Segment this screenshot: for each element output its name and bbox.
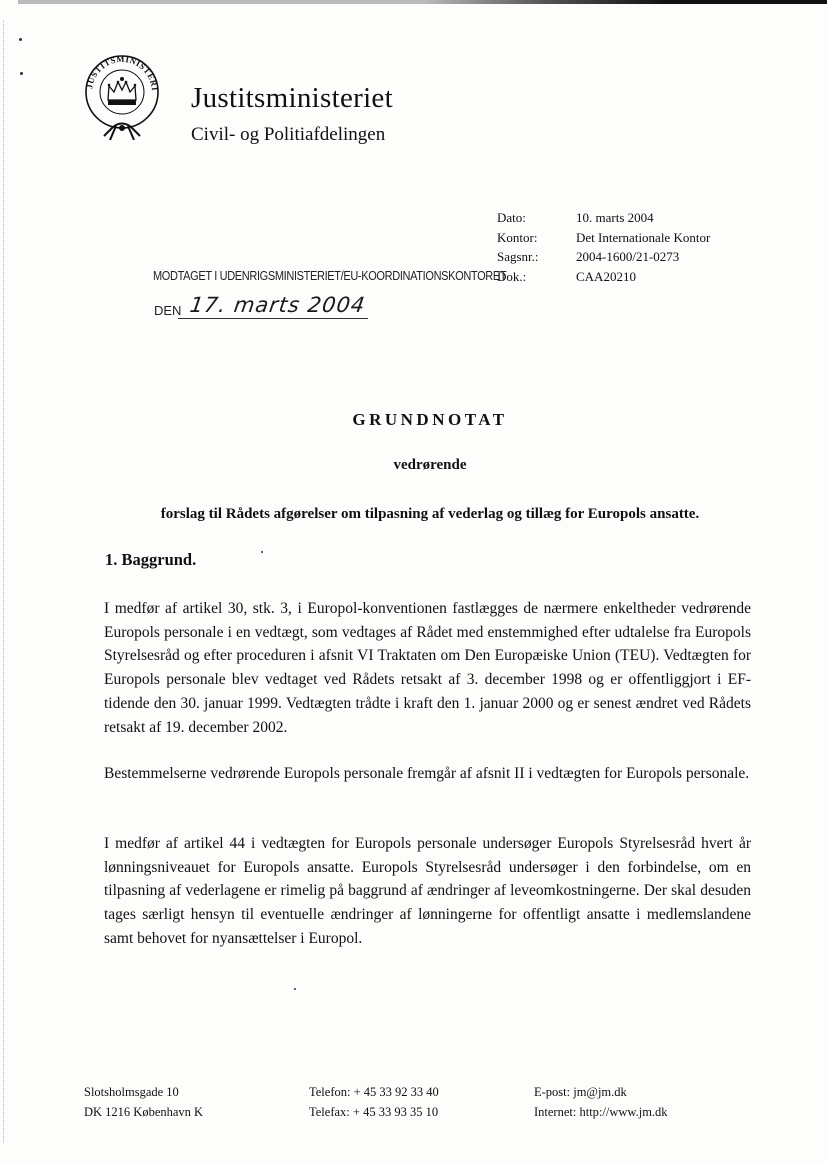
page-top-edge (18, 0, 827, 4)
date-value: 10. marts 2004 (576, 210, 654, 225)
scan-speck (19, 38, 22, 41)
case-number-label: Sagsnr.: (497, 249, 539, 264)
department-name: Civil- og Politiafdelingen (191, 124, 386, 145)
office-value: Det Internationale Kontor (576, 229, 711, 245)
svg-text:JUSTITSMINISTERIET (82, 50, 160, 92)
metadata-values (576, 208, 710, 286)
footer-website: Internet: http://www.jm.dk (534, 1105, 668, 1119)
date-label: Dato: (497, 210, 526, 225)
stamp-den-label: DEN (154, 303, 182, 318)
body-paragraph: I medfør af artikel 30, stk. 3, i Europol-konventionen fastlægges de nærmere enkeltheder vedrørende Europols personale i en vedtægt, som vedtages af Rådet med enstemmighed efter udtalelse fra Europols Styrelsesråd og efter proceduren i afsnit VI Traktaten om Den Europæiske Union (TEU). Vedtægten for Europols personale blev vedtaget ved Rådets retsakt af 3. december 1998 og er offentliggjort i EF-tidende den 30. januar 1999. Vedtægten trådte i kraft den 1. januar 2000 og er senest ændret ved Rådets retsakt af 19. december 2002. (104, 600, 751, 736)
handwritten-received-date: 17. marts 2004 (188, 293, 368, 317)
scan-speck (20, 72, 23, 75)
footer-fax: Telefax: + 45 33 93 35 10 (309, 1105, 439, 1119)
footer-contact-block (534, 1082, 668, 1122)
case-number-value: 2004-1600/21-0273 (576, 249, 680, 264)
footer-street: Slotsholmsgade 10 (84, 1085, 179, 1099)
stamp-date-line (178, 318, 368, 319)
document-topic: forslag til Rådets afgørelser om tilpasning af vederlag og tillæg for Europols ansatte. (160, 506, 700, 522)
body-paragraph: Bestemmelserne vedrørende Europols personale fremgår af afsnit II i vedtægten for Europols personale. (104, 765, 750, 782)
body-paragraph: I medfør af artikel 44 i vedtægten for Europols personale undersøger Europols Styrelsesråd hvert år lønningsniveauet for Europols ansatte. Europols Styrelsesråd undersøger i den forbindelse, om en tilpasning af vederlagene er rimelig på baggrund af ændringer af leveomkostningerne. Der skal desuden tages særligt hensyn til eventuelle ændringer af lønningerne for offentligt ansatte i medlemslandene samt behovet for nyansættelser i Europol. (104, 835, 751, 947)
ministry-emblem (82, 50, 162, 140)
footer-address (84, 1082, 203, 1122)
document-number-value: CAA20210 (576, 268, 636, 284)
document-subtitle: vedrørende (393, 457, 467, 473)
received-stamp: MODTAGET I UDENRIGSMINISTERIET/EU-KOORDINATIONSKONTORET (153, 269, 507, 283)
footer-email: E-post: jm@jm.dk (534, 1085, 627, 1099)
emblem-text: JUSTITSMINISTERI (84, 53, 161, 92)
footer-phone-block (309, 1082, 439, 1122)
office-label: Kontor: (497, 229, 538, 245)
organization-name: Justitsministeriet (191, 82, 393, 114)
document-title: GRUNDNOTAT (352, 410, 508, 429)
section-heading: 1. Baggrund. (105, 550, 197, 569)
footer-city: DK 1216 København K (84, 1105, 204, 1119)
crown-seal-icon (82, 50, 162, 140)
page-left-edge (3, 20, 5, 1143)
document-number-label: Dok.: (497, 268, 527, 284)
scan-speck (294, 988, 296, 990)
scan-speck (261, 551, 263, 553)
footer-phone: Telefon: + 45 33 92 33 40 (309, 1085, 439, 1099)
